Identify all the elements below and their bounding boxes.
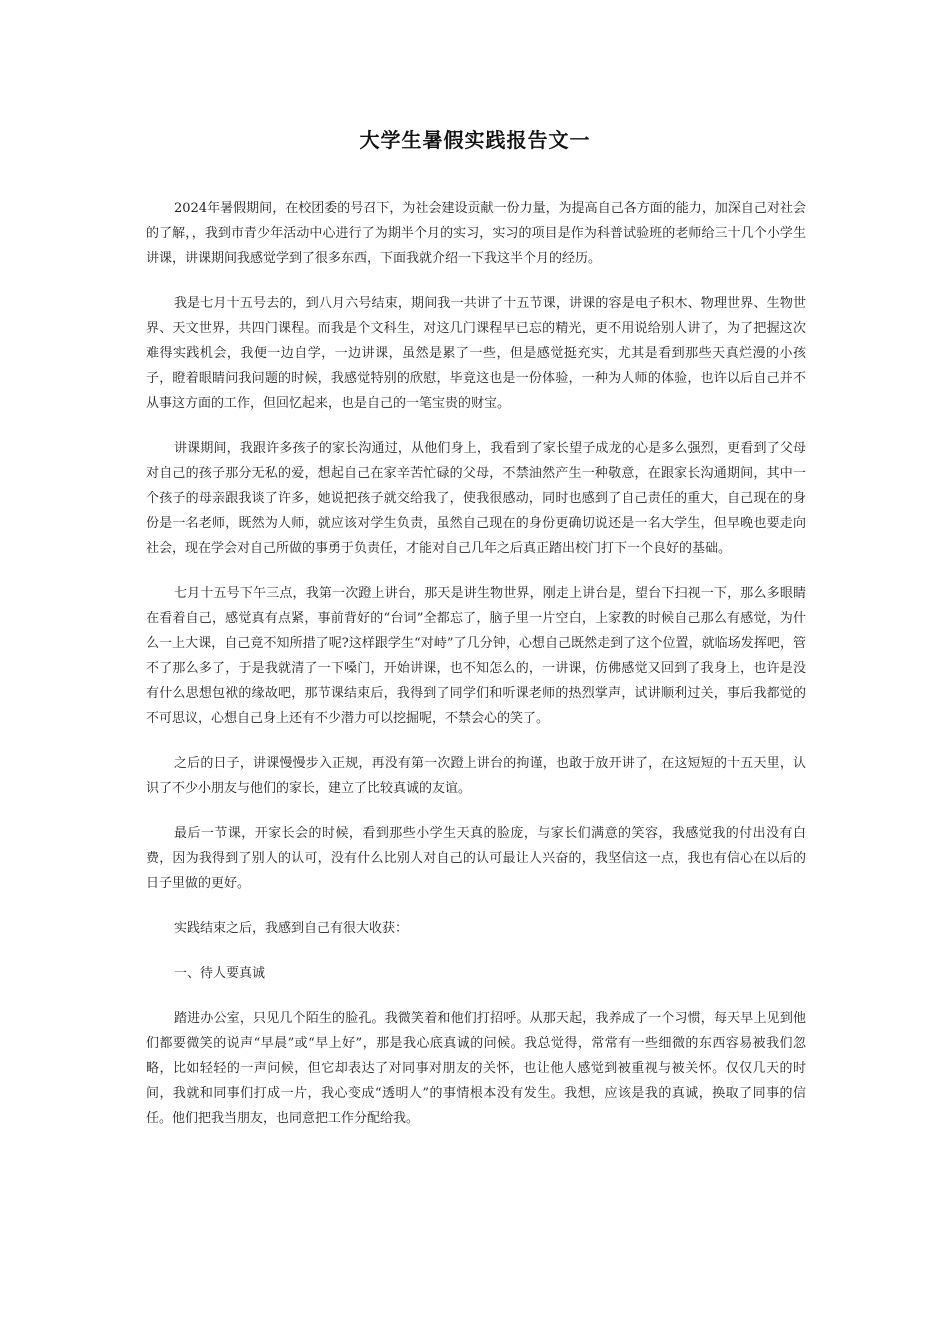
document-title: 大学生暑假实践报告文一 xyxy=(359,128,591,152)
paragraph-4: 七月十五号下午三点，我第一次蹬上讲台，那天是讲生物世界，刚走上讲台是，望台下扫视一下，那么多眼睛在看着自己，感觉真有点紧，事前背好的“台词”全都忘了，脑子里一片空白，上家教的时候自己那么有感觉，为什么一上大课，自己竟不知所措了呢?这样跟学生“对峙”了几分钟，心想自己既然走到了这个位置，就临场发挥吧，管不了那么多了，于是我就清了一下嗓门，开始讲课，也不知怎么的，一讲课，仿佛感觉又回到了我身上，也许是没有什么思想包袱的缘故吧，那节课结束后，我得到了同学们和听课老师的热烈掌声，试讲顺利过关，事后我都觉的不可思议，心想自己身上还有不少潜力可以挖掘呢，不禁会心的笑了。 xyxy=(146,586,806,726)
paragraph-6: 最后一节课，开家长会的时候，看到那些小学生天真的脸庞，与家长们满意的笑容，我感觉我的付出没有白费，因为我得到了别人的认可，没有什么比别人对自己的认可最让人兴奋的，我坚信这一点，我也有信心在以后的日子里做的更好。 xyxy=(146,826,806,891)
document-body xyxy=(146,196,806,1151)
section-heading-1: 一、待人要真诚 xyxy=(174,966,266,981)
paragraph-3: 讲课期间，我跟许多孩子的家长沟通过，从他们身上，我看到了家长望子成龙的心是多么强烈，更看到了父母对自己的孩子那分无私的爱，想起自己在家辛苦忙碌的父母，不禁油然产生一种敬意，在跟家长沟通期间，其中一个孩子的母亲跟我谈了许多，她说把孩子就交给我了，使我很感动，同时也感到了自己责任的重大，自己现在的身份是一名老师，既然为人师，就应该对学生负责，虽然自己现在的身份更确切说还是一名大学生，但早晚也要走向社会，现在学会对自己所做的事勇于负责任，才能对自己几年之后真正踏出校门打下一个良好的基础。 xyxy=(146,441,806,556)
paragraph-2: 我是七月十五号去的，到八月六号结束，期间我一共讲了十五节课，讲课的容是电子积木、物理世界、生物世界、天文世界，共四门课程。而我是个文科生，对这几门课程早已忘的精光，更不用说给别人讲了，为了把握这次难得实践机会，我便一边自学，一边讲课，虽然是累了一些，但是感觉挺充实，尤其是看到那些天真烂漫的小孩子，瞪着眼睛问我问题的时候，我感觉特别的欣慰，毕竟这也是一份体验，一种为人师的体验，也许以后自己并不从事这方面的工作，但回忆起来，也是自己的一笔宝贵的财宝。 xyxy=(146,296,806,411)
paragraph-7: 实践结束之后，我感到自己有很大收获： xyxy=(174,921,409,936)
paragraph-8: 踏进办公室，只见几个陌生的脸孔。我微笑着和他们打招呼。从那天起，我养成了一个习惯，每天早上见到他们都要微笑的说声“早晨”或“早上好”，那是我心底真诚的问候。我总觉得，常常有一些细微的东西容易被我们忽略，比如轻轻的一声问候，但它却表达了对同事对朋友的关怀，也让他人感觉到被重视与被关怀。仅仅几天的时间，我就和同事们打成一片，我心变成“透明人”的事情根本没有发生。我想，应该是我的真诚，换取了同事的信任。他们把我当朋友，也同意把工作分配给我。 xyxy=(146,1011,806,1126)
paragraph-5: 之后的日子，讲课慢慢步入正规，再没有第一次蹬上讲台的拘谨，也敢于放开讲了，在这短短的十五天里，认识了不少小朋友与他们的家长，建立了比较真诚的友谊。 xyxy=(146,756,806,796)
paragraph-1: 2024年暑假期间，在校团委的号召下，为社会建设贡献一份力量，为提高自己各方面的能力，加深自己对社会的了解，，我到市青少年活动中心进行了为期半个月的实习，实习的项目是作为科普试验班的老师给三十几个小学生讲课，讲课期间我感觉学到了很多东西，下面我就介绍一下我这半个月的经历。 xyxy=(146,201,806,266)
